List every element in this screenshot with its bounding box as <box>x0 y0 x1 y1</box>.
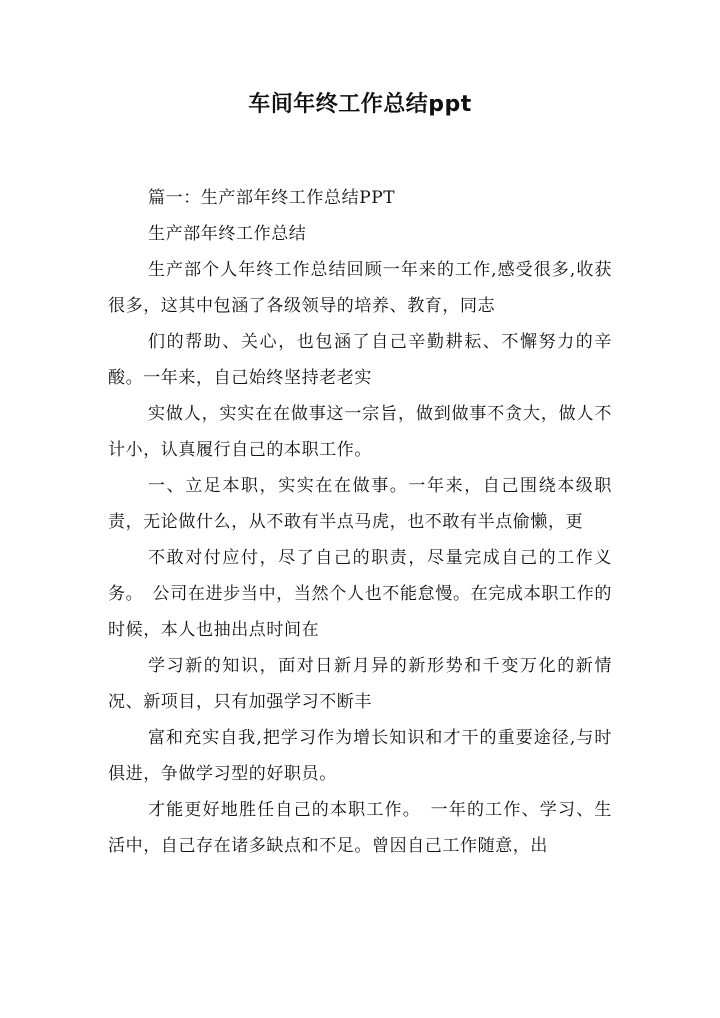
paragraph-2: 生产部年终工作总结 <box>148 224 307 244</box>
paragraph-10: 才能更好地胜任自己的本职工作。 一年的工作、学习、生活中，自己存在诸多缺点和不足。曾因自己工作随意，出 <box>108 800 612 856</box>
paragraph-4: 们的帮助、关心，也包涵了自己辛勤耕耘、不懈努力的辛酸。一年来，自己始终坚持老老实 <box>108 332 612 388</box>
paragraph-1: 篇一：生产部年终工作总结PPT <box>148 188 396 208</box>
paragraph-6: 一、立足本职，实实在在做事。一年来，自己围绕本级职责，无论做什么，从不敢有半点马虎，也不敢有半点偷懒，更 <box>108 476 612 532</box>
paragraph-8: 学习新的知识，面对日新月异的新形势和千变万化的新情况、新项目，只有加强学习不断丰 <box>108 656 612 712</box>
paragraph-7: 不敢对付应付，尽了自己的职责，尽量完成自己的工作义务。 公司在进步当中，当然个人也不能怠慢。在完成本职工作的时候，本人也抽出点时间在 <box>108 548 612 640</box>
document-title: 车间年终工作总结ppt <box>248 92 472 117</box>
document-body <box>108 180 612 864</box>
paragraph-5: 实做人，实实在在做事这一宗旨，做到做事不贪大，做人不计小，认真履行自己的本职工作。 <box>108 404 612 460</box>
paragraph-9: 富和充实自我,把学习作为增长知识和才干的重要途径,与时俱进，争做学习型的好职员。 <box>108 728 612 784</box>
paragraph-3: 生产部个人年终工作总结回顾一年来的工作,感受很多,收获很多，这其中包涵了各级领导的培养、教育，同志 <box>108 260 612 316</box>
